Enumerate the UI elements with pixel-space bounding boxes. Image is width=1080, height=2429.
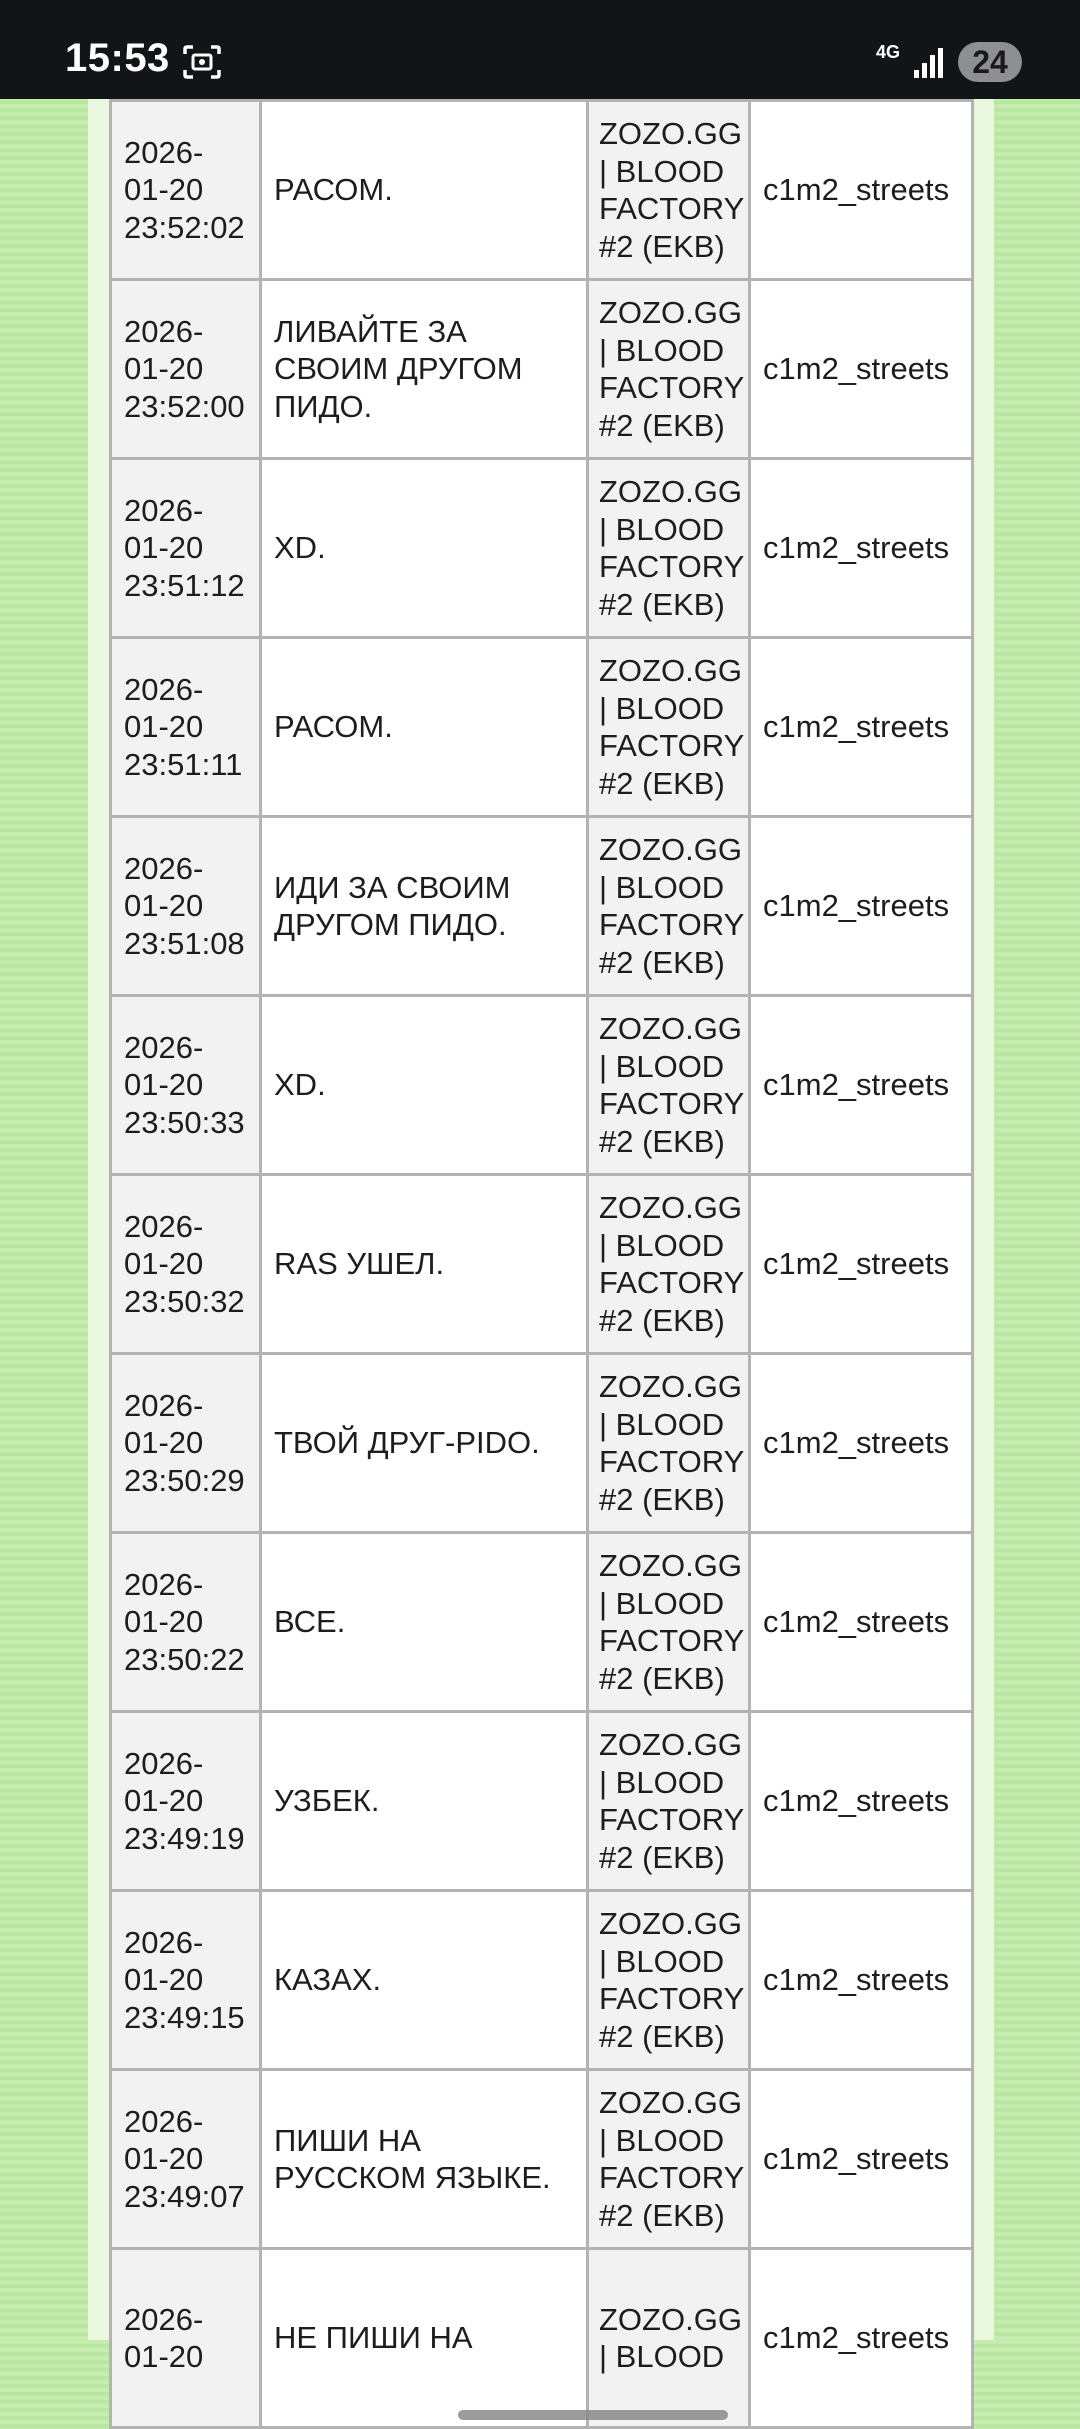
timestamp-cell: 2026-01-20 23:50:33 <box>111 996 261 1175</box>
message-cell: УЗБЕК. <box>261 1712 588 1891</box>
table-row <box>111 101 973 280</box>
home-indicator[interactable] <box>458 2410 728 2420</box>
server-cell: ZOZO.GG | BLOOD FACTORY #2 (EKB) <box>588 101 750 280</box>
timestamp-cell: 2026-01-20 <box>111 2249 261 2428</box>
table-row <box>111 996 973 1175</box>
message-cell: XD. <box>261 996 588 1175</box>
timestamp-cell: 2026-01-20 23:50:32 <box>111 1175 261 1354</box>
timestamp-cell: 2026-01-20 23:50:29 <box>111 1354 261 1533</box>
table-row <box>111 638 973 817</box>
timestamp-cell: 2026-01-20 23:49:19 <box>111 1712 261 1891</box>
screenshot-icon <box>182 44 222 80</box>
map-cell: c1m2_streets <box>750 1354 973 1533</box>
server-cell: ZOZO.GG | BLOOD FACTORY #2 (EKB) <box>588 817 750 996</box>
message-cell: КАЗАХ. <box>261 1891 588 2070</box>
timestamp-cell: 2026-01-20 23:52:02 <box>111 101 261 280</box>
timestamp-cell: 2026-01-20 23:51:08 <box>111 817 261 996</box>
table-row <box>111 817 973 996</box>
table-row <box>111 1712 973 1891</box>
table-row <box>111 459 973 638</box>
chat-log-rows <box>111 101 973 2428</box>
message-cell: XD. <box>261 459 588 638</box>
message-cell: ПИШИ НА РУССКОМ ЯЗЫКЕ. <box>261 2070 588 2249</box>
map-cell: c1m2_streets <box>750 817 973 996</box>
message-cell: ТВОЙ ДРУГ-PIDO. <box>261 1354 588 1533</box>
server-cell: ZOZO.GG | BLOOD FACTORY #2 (EKB) <box>588 2070 750 2249</box>
timestamp-cell: 2026-01-20 23:51:11 <box>111 638 261 817</box>
table-row <box>111 1891 973 2070</box>
network-type-label: 4G <box>876 42 901 62</box>
map-cell: c1m2_streets <box>750 459 973 638</box>
timestamp-cell: 2026-01-20 23:52:00 <box>111 280 261 459</box>
message-cell: РАСОМ. <box>261 638 588 817</box>
table-row <box>111 1533 973 1712</box>
table-row <box>111 280 973 459</box>
timestamp-cell: 2026-01-20 23:49:07 <box>111 2070 261 2249</box>
table-row <box>111 2070 973 2249</box>
timestamp-cell: 2026-01-20 23:49:15 <box>111 1891 261 2070</box>
map-cell: c1m2_streets <box>750 1175 973 1354</box>
message-cell: ЛИВАЙТЕ ЗА СВОИМ ДРУГОМ ПИДО. <box>261 280 588 459</box>
server-cell: ZOZO.GG | BLOOD <box>588 2249 750 2428</box>
map-cell: c1m2_streets <box>750 1712 973 1891</box>
map-cell: c1m2_streets <box>750 638 973 817</box>
status-bar <box>0 0 1080 99</box>
battery-indicator: 24 <box>958 42 1022 82</box>
message-cell: ВСЕ. <box>261 1533 588 1712</box>
timestamp-cell: 2026-01-20 23:50:22 <box>111 1533 261 1712</box>
server-cell: ZOZO.GG | BLOOD FACTORY #2 (EKB) <box>588 1712 750 1891</box>
server-cell: ZOZO.GG | BLOOD FACTORY #2 (EKB) <box>588 1354 750 1533</box>
map-cell: c1m2_streets <box>750 1533 973 1712</box>
table-row <box>111 1354 973 1533</box>
server-cell: ZOZO.GG | BLOOD FACTORY #2 (EKB) <box>588 996 750 1175</box>
table-row <box>111 1175 973 1354</box>
server-cell: ZOZO.GG | BLOOD FACTORY #2 (EKB) <box>588 459 750 638</box>
map-cell: c1m2_streets <box>750 996 973 1175</box>
server-cell: ZOZO.GG | BLOOD FACTORY #2 (EKB) <box>588 280 750 459</box>
server-cell: ZOZO.GG | BLOOD FACTORY #2 (EKB) <box>588 1891 750 2070</box>
message-cell: РАСОМ. <box>261 101 588 280</box>
status-time: 15:53 <box>65 36 170 80</box>
map-cell: c1m2_streets <box>750 101 973 280</box>
timestamp-cell: 2026-01-20 23:51:12 <box>111 459 261 638</box>
message-cell: ИДИ ЗА СВОИМ ДРУГОМ ПИДО. <box>261 817 588 996</box>
message-cell: RAS УШЕЛ. <box>261 1175 588 1354</box>
map-cell: c1m2_streets <box>750 2070 973 2249</box>
signal-icon <box>912 46 946 80</box>
server-cell: ZOZO.GG | BLOOD FACTORY #2 (EKB) <box>588 1175 750 1354</box>
server-cell: ZOZO.GG | BLOOD FACTORY #2 (EKB) <box>588 1533 750 1712</box>
message-cell: НЕ ПИШИ НА <box>261 2249 588 2428</box>
server-cell: ZOZO.GG | BLOOD FACTORY #2 (EKB) <box>588 638 750 817</box>
chat-log-page <box>0 99 1080 2374</box>
table-row <box>111 2249 973 2428</box>
map-cell: c1m2_streets <box>750 1891 973 2070</box>
map-cell: c1m2_streets <box>750 2249 973 2428</box>
chat-log-table <box>109 99 974 2429</box>
map-cell: c1m2_streets <box>750 280 973 459</box>
